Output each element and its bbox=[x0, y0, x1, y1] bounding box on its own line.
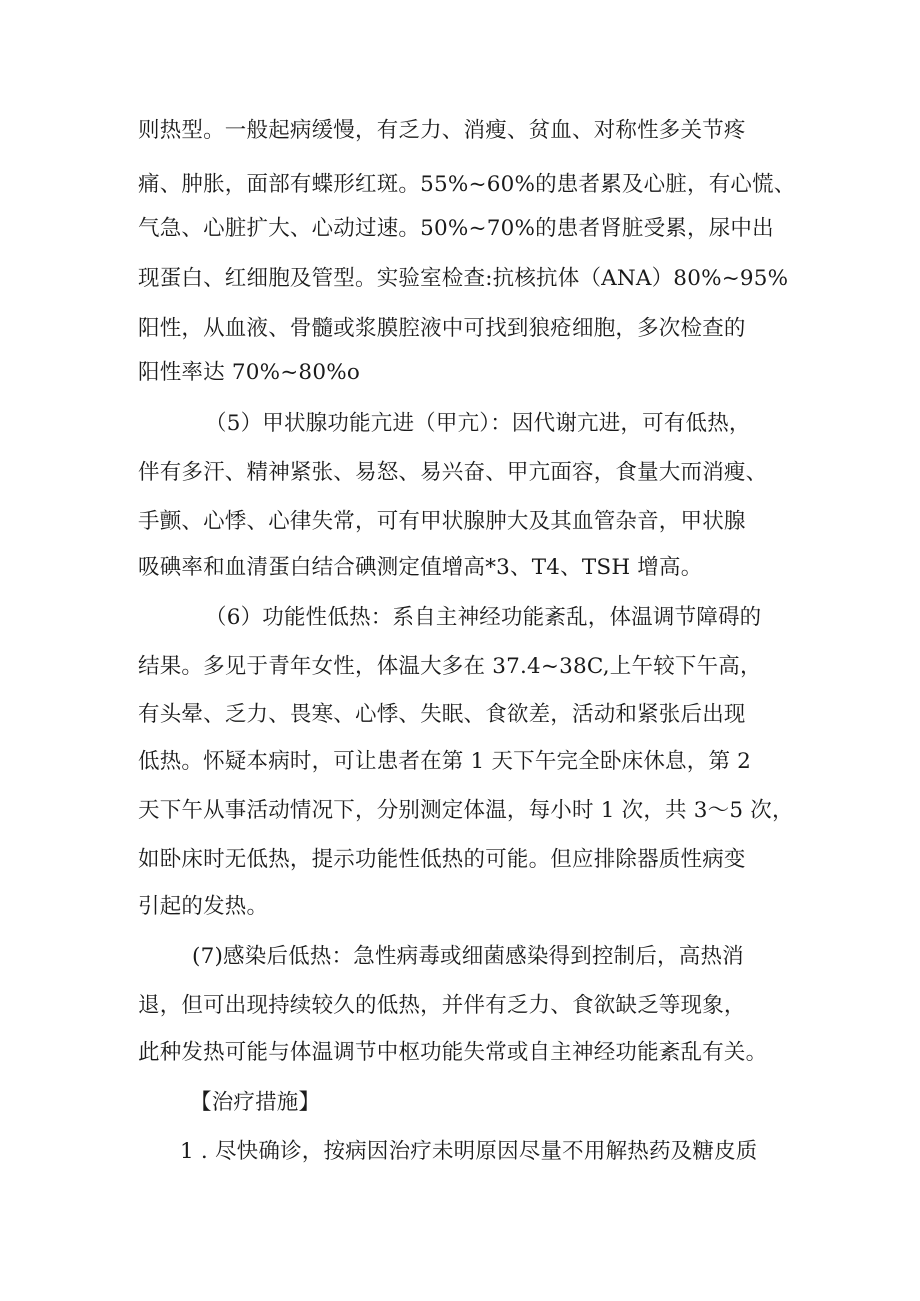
text-line: 手颤、心悸、心律失常，可有甲状腺肿大及其血管杂音，甲状腺 bbox=[138, 509, 746, 534]
text-line: 结果。多见于青年女性，体温大多在 37.4~38C,上午较下午高， bbox=[138, 654, 762, 679]
text-line: （6）功能性低热：系自主神经功能紊乱，体温调节障碍的 bbox=[205, 605, 762, 630]
text-line: 吸碘率和血清蛋白结合碘测定值增高*3、T4、TSH 增高。 bbox=[138, 555, 703, 580]
text-line: 退，但可出现持续较久的低热，并伴有乏力、食欲缺乏等现象， bbox=[138, 993, 746, 1018]
text-line: 则热型。一般起病缓慢，有乏力、消瘦、贫血、对称性多关节疼 bbox=[138, 118, 746, 143]
text-line: （5）甲状腺功能亢进（甲亢）：因代谢亢进，可有低热， bbox=[205, 411, 751, 436]
text-line: 阳性率达 70%~80%o bbox=[138, 360, 360, 385]
section-heading: 【治疗措施】 bbox=[190, 1090, 321, 1115]
text-line: 有头晕、乏力、畏寒、心悸、失眠、食欲差，活动和紧张后出现 bbox=[138, 702, 746, 727]
text-line: (7)感染后低热：急性病毒或细菌感染得到控制后，高热消 bbox=[192, 944, 744, 969]
text-line: 1 . 尽快确诊，按病因治疗未明原因尽量不用解热药及糖皮质 bbox=[180, 1139, 758, 1164]
text-line: 阳性，从血液、骨髓或浆膜腔液中可找到狼疮细胞，多次检查的 bbox=[138, 316, 746, 341]
text-line: 此种发热可能与体温调节中枢功能失常或自主神经功能紊乱有关。 bbox=[138, 1040, 768, 1065]
text-line: 低热。怀疑本病时，可让患者在第 1 天下午完全卧床休息，第 2 bbox=[138, 749, 752, 774]
text-line: 伴有多汗、精神紧张、易怒、易兴奋、甲亢面容，食量大而消瘦、 bbox=[138, 460, 768, 485]
text-line: 如卧床时无低热，提示功能性低热的可能。但应排除器质性病变 bbox=[138, 847, 746, 872]
text-line: 天下午从事活动情况下，分别测定体温，每小时 1 次，共 3～5 次， bbox=[138, 798, 794, 823]
text-line: 引起的发热。 bbox=[138, 894, 269, 919]
text-line: 痛、肿胀，面部有蝶形红斑。55%~60%的患者累及心脏，有心慌、 bbox=[138, 172, 796, 197]
text-line: 气急、心脏扩大、心动过速。50%~70%的患者肾脏受累，尿中出 bbox=[138, 216, 774, 241]
text-line: 现蛋白、红细胞及管型。实验室检查:抗核抗体（ANA）80%~95% bbox=[138, 266, 789, 291]
